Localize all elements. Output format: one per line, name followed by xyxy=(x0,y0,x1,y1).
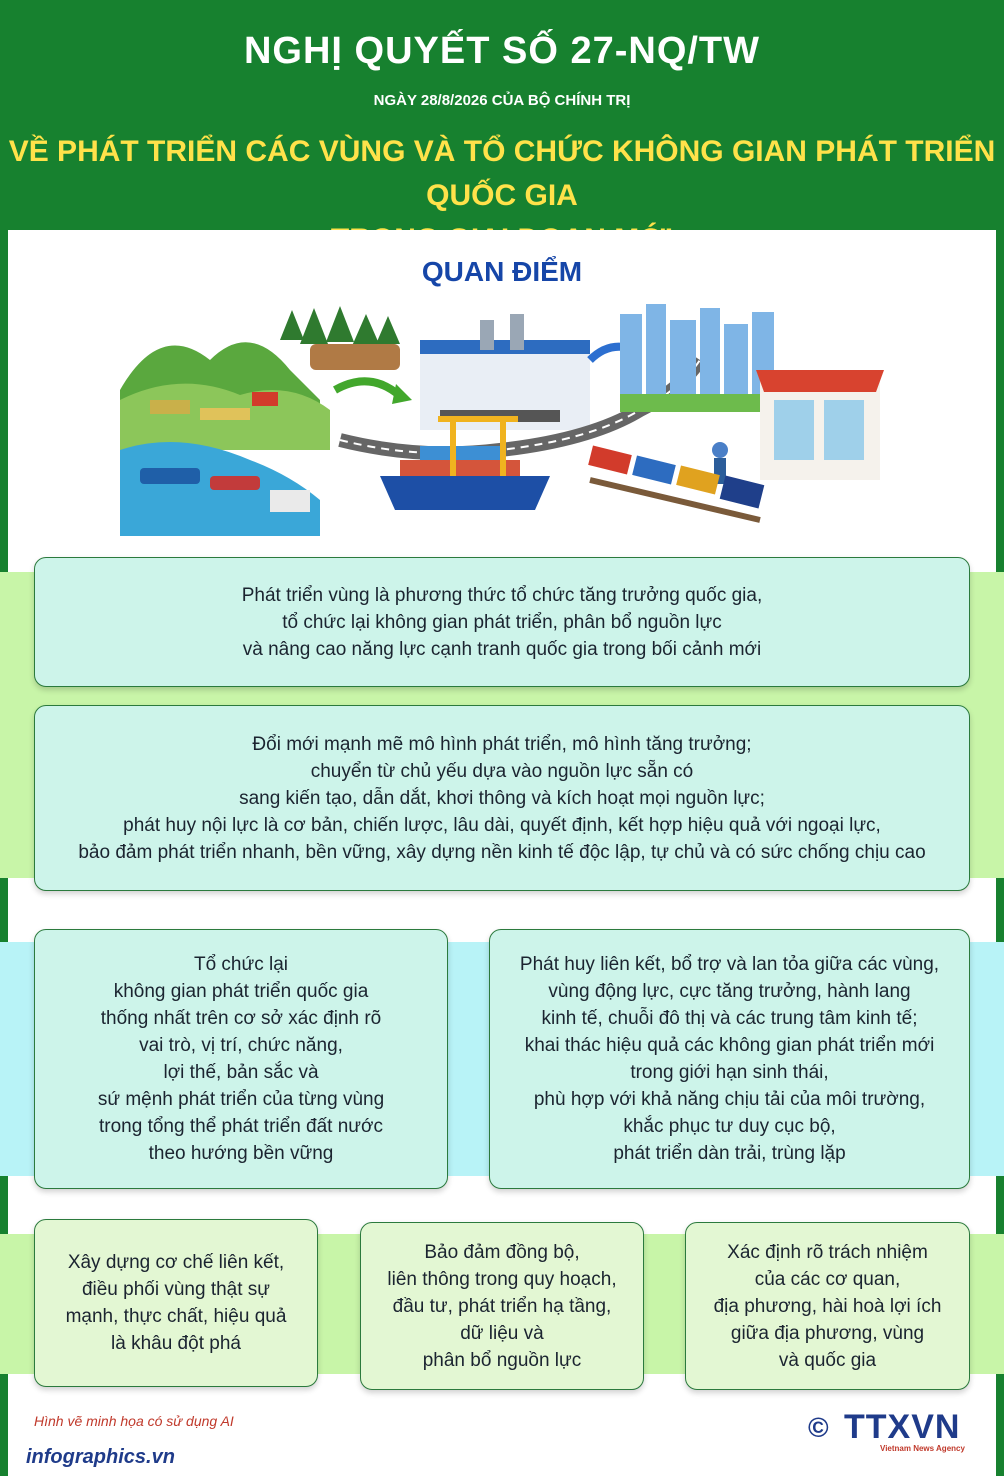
logo-subtext: Vietnam News Agency xyxy=(880,1444,965,1453)
point-regional-development xyxy=(34,557,970,687)
point-coordination-mechanism xyxy=(34,1219,318,1387)
resolution-title: NGHỊ QUYẾT SỐ 27-NQ/TW xyxy=(243,30,761,72)
logo-text: TTXVN xyxy=(844,1408,961,1446)
point-responsibility xyxy=(685,1222,970,1390)
site-link[interactable]: infographics.vn xyxy=(26,1446,175,1468)
point-1-text: Phát triển vùng là phương thức tổ chức tăng trưởng quốc gia, tổ chức lại không gian phát triển, phân bổ nguồn lực và nâng cao năng lực cạnh tranh quốc gia trong bối cảnh mới xyxy=(241,584,763,660)
economic-regions-illustration xyxy=(120,300,890,536)
section-title: QUAN ĐIỂM xyxy=(421,256,583,287)
point-linkage xyxy=(489,929,970,1189)
point-2-text: Đổi mới mạnh mẽ mô hình phát triển, mô hình tăng trưởng; chuyển từ chủ yếu dựa vào nguồn lực sẵn có sang kiến tạo, dẫn dắt, khơi thông và kích hoạt mọi nguồn lực; phát huy nội lực là cơ bản, chiến lược, lâu dài, quyết định, kết hợp hiệu quả với ngoại lực, bảo đảm phát triển nhanh, bền vững, xây dựng nền kinh tế độc lập, tự chủ và có sức chống chịu cao xyxy=(78,733,926,863)
ai-illustration-note: Hình vẽ minh họa có sử dụng AI xyxy=(34,1413,234,1429)
point-reorganize-space xyxy=(34,929,448,1189)
point-4-text: Phát huy liên kết, bổ trợ và lan tỏa giữa các vùng, vùng động lực, cực tăng trưởng, hành lang kinh tế, chuỗi đô thị và các trung tâm kinh tế; khai thác hiệu quả các không gian phát triển mới trong giới hạn sinh thái, phù hợp với khả năng chịu tải của môi trường, khắc phục tư duy cục bộ, phát triển dàn trải, trùng lặp xyxy=(519,954,940,1164)
resolution-date: NGÀY 28/8/2026 CỦA BỘ CHÍNH TRỊ xyxy=(373,92,631,109)
point-6-text: Bảo đảm đồng bộ, liên thông trong quy hoạch, đầu tư, phát triển hạ tầng, dữ liệu và phân bổ nguồn lực xyxy=(387,1241,617,1371)
point-3-text: Tổ chức lại không gian phát triển quốc gia thống nhất trên cơ sở xác định rõ vai trò, vị trí, chức năng, lợi thế, bản sắc và sứ mệnh phát triển của từng vùng trong tổng thể phát triển đất nước theo hướng bền vững xyxy=(97,954,385,1164)
copyright-icon: © xyxy=(808,1412,829,1443)
point-synchronization xyxy=(360,1222,644,1390)
point-5-text: Xây dựng cơ chế liên kết, điều phối vùng thật sự mạnh, thực chất, hiệu quả là khâu đột phá xyxy=(65,1252,287,1354)
point-7-text: Xác định rõ trách nhiệm của các cơ quan, địa phương, hài hoà lợi ích giữa địa phương, vùng và quốc gia xyxy=(713,1241,942,1371)
point-growth-model xyxy=(34,705,970,891)
header xyxy=(0,0,1004,230)
subject-line-1: VỀ PHÁT TRIỂN CÁC VÙNG VÀ TỔ CHỨC KHÔNG GIAN PHÁT TRIỂN QUỐC GIA xyxy=(8,135,996,212)
ttxvn-logo xyxy=(808,1408,988,1454)
